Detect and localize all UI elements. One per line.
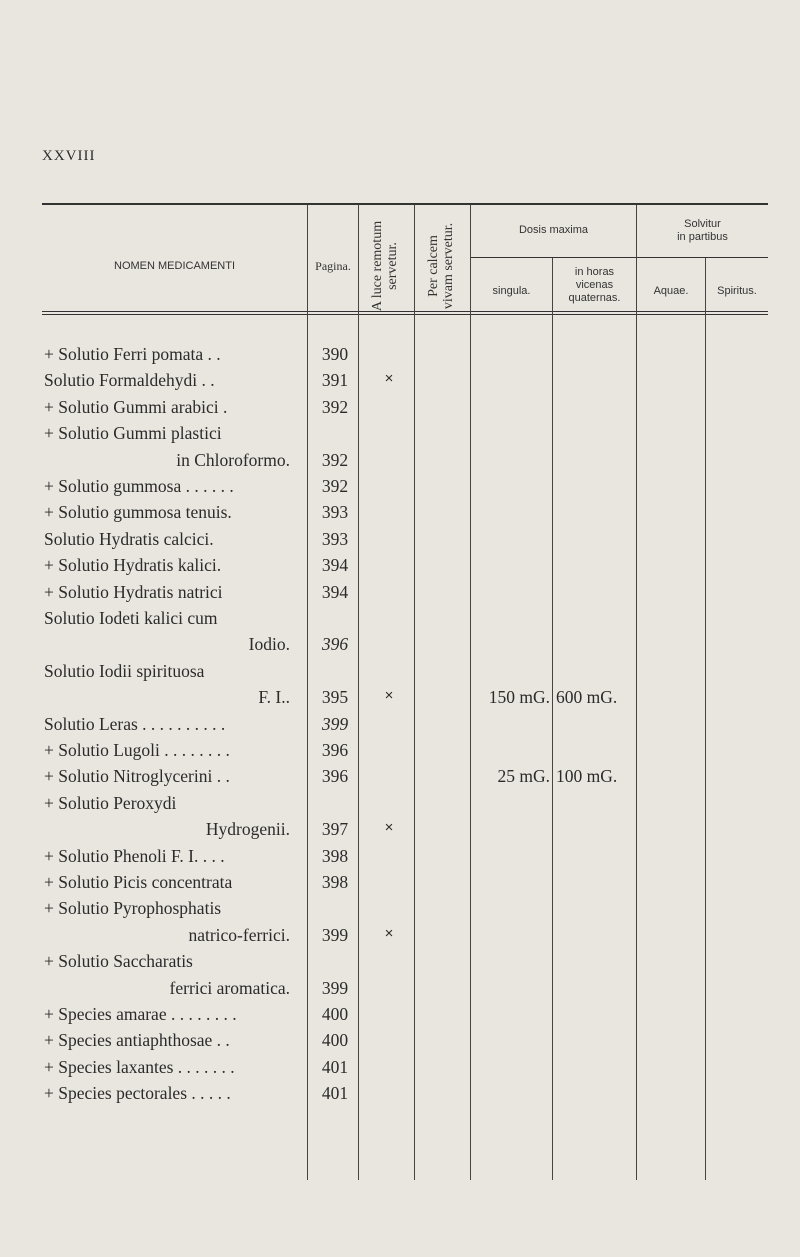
page-reference: 399: [321, 713, 349, 734]
header-bottom-rule: [42, 311, 768, 312]
page-reference: 396: [321, 766, 349, 787]
table-row: [0, 712, 800, 738]
light-protection-mark: ×: [384, 819, 394, 837]
table-row: [0, 791, 800, 817]
page-reference: 394: [321, 581, 349, 602]
page-reference: 392: [321, 396, 349, 417]
medicament-name: Solutio Leras . . . . . . . . . .: [44, 713, 226, 734]
page-reference: 399: [321, 924, 349, 945]
medicament-name: + Species laxantes . . . . . . .: [44, 1056, 235, 1077]
medicament-name-continuation: F. I..: [258, 687, 290, 708]
medicament-name: + Solutio Lugoli . . . . . . . .: [44, 740, 230, 760]
table-row: [0, 685, 800, 711]
page-reference: 400: [321, 1030, 349, 1051]
header-in-horas-line3: quaternas.: [568, 292, 621, 304]
header-per-calcem: [426, 212, 458, 320]
header-singula: singula.: [492, 285, 531, 297]
table-row: [0, 1055, 800, 1081]
table-row: [0, 1002, 800, 1028]
table-row: [0, 342, 800, 368]
table-row: [0, 606, 800, 632]
table-row: [0, 844, 800, 870]
page-number: XXVIII: [42, 148, 96, 164]
header-a-luce-line2: servetur.: [385, 242, 400, 290]
page-reference: 390: [321, 344, 349, 364]
medicament-name: + Solutio Gummi arabici .: [44, 396, 228, 417]
table-top-rule: [42, 203, 768, 205]
medicament-name: + Solutio Gummi plastici: [44, 423, 222, 444]
medicament-name: Solutio Iodeti kalici cum: [44, 608, 218, 628]
dose-24-hours: 100 mG.: [556, 766, 618, 787]
page-reference: 401: [321, 1056, 349, 1077]
header-dosis: Dosis maxima: [518, 224, 589, 236]
table-row: [0, 474, 800, 500]
medicament-name: Solutio Hydratis calcici.: [44, 528, 214, 549]
table-row: [0, 923, 800, 949]
medicament-name: + Species antiaphthosae . .: [44, 1030, 230, 1051]
page-reference: 395: [321, 687, 349, 708]
page-reference: 398: [321, 845, 349, 866]
medicament-name: Solutio Formaldehydi . .: [44, 370, 215, 391]
page-reference: 401: [321, 1083, 349, 1104]
table-row: [0, 527, 800, 553]
medicament-name: + Solutio Phenoli F. I. . . .: [44, 845, 225, 866]
medicament-name-continuation: Hydrogenii.: [205, 819, 290, 840]
medicament-name-continuation: natrico-ferrici.: [188, 924, 290, 945]
medicament-name-continuation: Iodio.: [248, 634, 290, 655]
header-bottom-rule-2: [42, 314, 768, 315]
header-mid-rule: [470, 257, 768, 258]
medicament-name: + Solutio gummosa tenuis.: [44, 502, 232, 523]
page-reference: 392: [321, 476, 349, 496]
table-row: [0, 580, 800, 606]
page-reference: 394: [321, 555, 349, 576]
medicament-name: + Solutio Hydratis natrici: [44, 581, 223, 602]
table-row: [0, 817, 800, 843]
medicament-name: + Solutio Nitroglycerini . .: [44, 766, 230, 787]
medicament-name: + Solutio Peroxydi: [44, 792, 177, 813]
page-reference: 391: [321, 370, 349, 391]
header-in-horas: [553, 266, 636, 305]
table-row: [0, 553, 800, 579]
header-solvitur-line2: in partibus: [677, 231, 728, 243]
header-in-horas-line2: vicenas: [575, 279, 614, 291]
page-reference: 398: [321, 872, 349, 892]
table-row: [0, 976, 800, 1002]
table-row: [0, 764, 800, 790]
table-row: [0, 632, 800, 658]
medicament-name: + Solutio Saccharatis: [44, 951, 193, 972]
header-pagina: Pagina.: [315, 259, 351, 273]
header-solvitur-line1: Solvitur: [684, 218, 721, 230]
medicament-name: + Solutio Hydratis kalici.: [44, 555, 222, 576]
dose-single: 150 mG.: [488, 687, 550, 708]
light-protection-mark: ×: [384, 924, 394, 942]
medicament-name: Solutio Iodii spirituosa: [44, 660, 205, 681]
table-row: [0, 395, 800, 421]
page-reference: 400: [321, 1004, 349, 1024]
header-solvitur: [637, 218, 768, 244]
table-row: [0, 738, 800, 764]
page-reference: 399: [321, 977, 349, 998]
table-row: [0, 870, 800, 896]
header-nomen: NOMEN MEDICAMENTI: [114, 260, 235, 272]
table-row: [0, 1081, 800, 1107]
page-reference: 396: [321, 634, 349, 655]
medicament-name-continuation: in Chloroformo.: [176, 449, 290, 470]
header-per-calcem-line2: vivam servetur.: [441, 222, 456, 310]
table-row: [0, 448, 800, 474]
table-row: [0, 659, 800, 685]
header-per-calcem-line1: Per calcem: [426, 235, 441, 297]
page-reference: 396: [321, 740, 349, 760]
page-reference: 393: [321, 528, 349, 549]
light-protection-mark: ×: [384, 687, 394, 705]
header-spiritus: Spiritus.: [717, 285, 757, 297]
page-reference: 392: [321, 449, 349, 470]
table-row: [0, 896, 800, 922]
header-aquae: Aquae.: [653, 285, 689, 297]
page-reference: 393: [321, 502, 349, 523]
medicament-name: + Solutio Ferri pomata . .: [44, 344, 221, 364]
table-row: [0, 1028, 800, 1054]
medicament-name: + Solutio Pyrophosphatis: [44, 898, 222, 919]
dose-24-hours: 600 mG.: [556, 687, 618, 708]
medicament-name: + Species pectorales . . . . .: [44, 1083, 231, 1104]
page-reference: 397: [321, 819, 349, 840]
header-a-luce: [370, 212, 402, 320]
header-a-luce-line1: A luce remotum: [370, 220, 385, 312]
table-row: [0, 421, 800, 447]
table-row: [0, 949, 800, 975]
medicament-name: + Solutio gummosa . . . . . .: [44, 476, 234, 496]
medicament-name: + Species amarae . . . . . . . .: [44, 1004, 237, 1024]
header-in-horas-line1: in horas: [574, 266, 615, 278]
table-row: [0, 500, 800, 526]
table-row: [0, 368, 800, 394]
dose-single: 25 mG.: [497, 766, 550, 787]
medicament-name: + Solutio Picis concentrata: [44, 872, 233, 892]
light-protection-mark: ×: [384, 370, 394, 388]
medicament-name-continuation: ferrici aromatica.: [169, 977, 290, 998]
